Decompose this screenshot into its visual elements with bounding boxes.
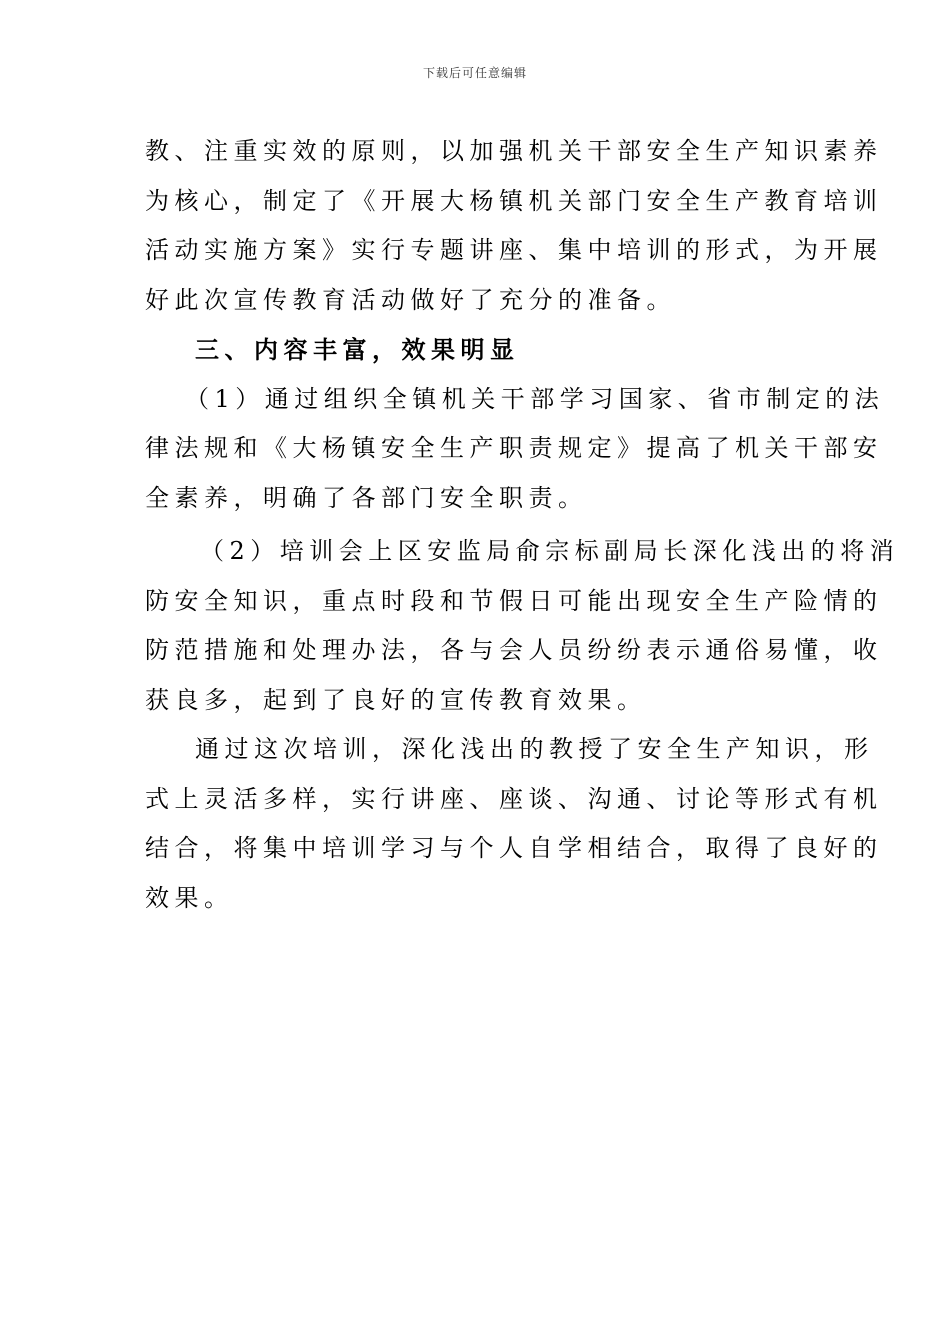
text-line: 结合，将集中培训学习与个人自学相结合，取得了良好的 bbox=[145, 834, 883, 862]
text-line: 教、注重实效的原则，以加强机关干部安全生产知识素养 bbox=[145, 137, 883, 165]
section-heading bbox=[145, 325, 805, 375]
text-line: 通过这次培训，深化浅出的教授了安全生产知识，形 bbox=[195, 735, 874, 763]
text-line: 全素养，明确了各部门安全职责。 bbox=[145, 483, 588, 512]
text-line: （1）通过组织全镇机关干部学习国家、省市制定的法 bbox=[185, 384, 885, 413]
paragraph-summary bbox=[145, 725, 883, 923]
header-note: 下载后可任意编辑 bbox=[422, 66, 527, 80]
text-line: 获良多，起到了良好的宣传教育效果。 bbox=[145, 685, 647, 714]
text-line: 防范措施和处理办法，各与会人员纷纷表示通俗易懂，收 bbox=[145, 636, 883, 664]
paragraph-item-2 bbox=[145, 527, 900, 725]
text-line: 防安全知识，重点时段和节假日可能出现安全生产险情的 bbox=[145, 586, 883, 615]
document-body bbox=[145, 127, 900, 923]
paragraph-item-1 bbox=[145, 375, 885, 524]
text-line: 为核心，制定了《开展大杨镇机关部门安全生产教育培训 bbox=[145, 186, 883, 215]
text-line: 式上灵活多样，实行讲座、座谈、沟通、讨论等形式有机 bbox=[145, 784, 883, 813]
text-line: 律法规和《大杨镇安全生产职责规定》提高了机关干部安 bbox=[145, 434, 883, 462]
text-line: 效果。 bbox=[145, 883, 234, 912]
text-line: （2）培训会上区安监局俞宗标副局长深化浅出的将消 bbox=[200, 537, 900, 565]
text-line: 好此次宣传教育活动做好了充分的准备。 bbox=[145, 285, 676, 314]
section-heading-text: 三、内容丰富，效果明显 bbox=[195, 335, 520, 364]
text-line: 活动实施方案》实行专题讲座、集中培训的形式，为开展 bbox=[145, 236, 883, 264]
paragraph-principles bbox=[145, 127, 883, 325]
